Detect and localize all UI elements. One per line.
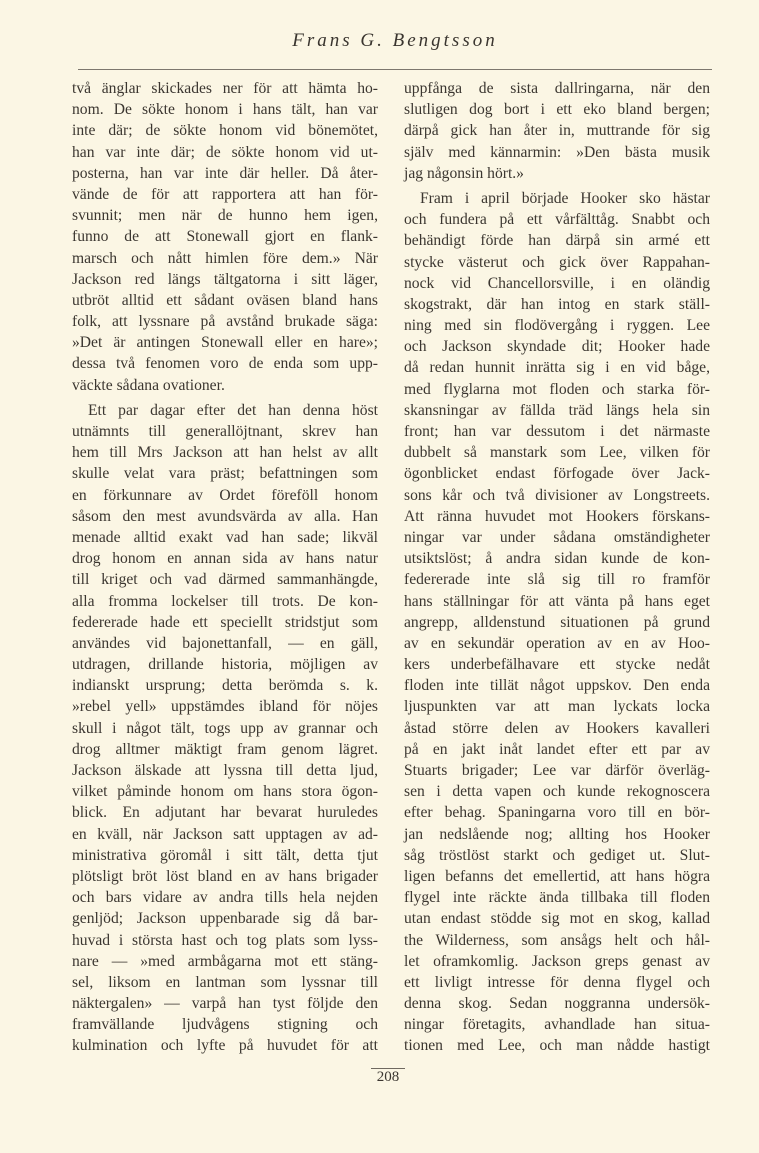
text-line: »rebel yell» uppstämdes ibland för nöjes [72,698,378,716]
text-line: ligen befanns det emellertid, att hans högra [404,867,710,885]
text-line: utdragen, drillande historia, möjligen av [72,656,378,674]
text-line: sel, liksom en lantman som lyssnar till [72,973,378,991]
text-line: såsom den mest avundsvärda av alla. Han [72,507,378,525]
text-line: Jackson red längs tältgatorna i sitt läger, [72,270,378,288]
text-line: dessa två fenomen voro de enda som upp- [72,355,378,373]
text-line: floden inte tillät något uppskov. Den enda [404,677,710,695]
text-line: en kväll, när Jackson satt upptagen av ad- [72,825,378,843]
text-line: efter behag. Spaningarna voro till en bör- [404,804,710,822]
text-line: kulmination och lyfte på huvudet för att [72,1037,378,1055]
text-column-right [404,78,710,1057]
text-line: utan endast stödde sig mot en skog, kallad [404,910,710,928]
text-line: och Jackson skyndade dit; Hooker hade [404,338,710,356]
text-line: flygel inte räckte ända tillbaka till floden [404,889,710,907]
text-line: sons kår och två divisioner av Longstreets. [404,486,710,504]
text-line: ning med sin flodövergång i ryggen. Lee [404,317,710,335]
paragraph [72,78,378,396]
text-line: kers underbefälhavare ett stycke nedåt [404,656,710,674]
text-line: vilket påminde honom om hans stora ögon- [72,783,378,801]
text-line: jan nedslående nog; allting hos Hooker [404,825,710,843]
text-line: angrepp, alldenstund situationen på grund [404,613,710,631]
text-line: let oframkomlig. Jackson greps genast av [404,952,710,970]
text-line: utsiktslöst; å andra sidan kunde de kon- [404,550,710,568]
text-line: jag någonsin hört.» [404,164,524,182]
text-line: nock vid Chancellorsville, i en oländig [404,274,710,292]
page-number: 208 [376,1069,400,1085]
text-line: ningar var under sådana omständigheter [404,528,710,546]
text-line: blick. En adjutant har bevarat huruledes [72,804,378,822]
text-line: Ett par dagar efter det han denna höst [88,401,378,419]
text-line: en förkunnare av Ordet föreföll honom [72,486,378,504]
header-rule [78,69,712,70]
text-line: Att ränna huvudet mot Hookers förskans- [404,507,710,525]
text-line: av en sekundär operation av en av Hoo- [404,634,710,652]
text-line: front; han var dessutom i det närmaste [404,423,710,440]
text-line: svunnit; men när de hunno hem igen, [72,207,378,225]
text-line: sen i detta vapen och kunde rekognoscera [404,783,710,801]
text-line: behändigt förde han därpå sin armé ett [404,232,710,250]
text-line: två änglar skickades ner för att hämta ho- [72,80,378,97]
text-line: utbröt alltid ett sådant oväsen bland hans [72,291,378,309]
text-line: nom. De sökte honom i hans tält, han var [72,101,378,119]
text-line: inte där; de sökte honom vid bönemötet, [72,122,378,140]
text-line: alla fromma lockelser till trots. De kon- [72,592,378,610]
text-line: skulle velat vara präst; befattningen som [72,465,378,483]
text-line: på en jakt inåt landet efter ett par av [404,740,710,758]
text-line: the Wilderness, som ansågs helt och hål- [404,931,710,949]
text-line: ningar företagits, avhandlade han situa- [404,1016,710,1034]
text-line: tionen med Lee, och man nådde hastigt [404,1037,710,1055]
text-line: näktergalen» — varpå han tyst följde den [72,995,378,1013]
text-line: huvad i största hast och tog plats som lyss- [72,931,378,949]
text-line: dubbelt så manstark som Lee, vilken för [404,444,710,462]
text-line: federerade hade ett speciellt stridstjut som [72,613,378,631]
text-line: skull i något tält, togs upp av grannar och [72,719,378,737]
text-line: med flyglarna mot floden och starka för- [404,380,710,398]
running-head-author: Frans G. Bengtsson [292,30,498,51]
text-line: han var inte där; de sökte honom vid ut- [72,143,378,161]
text-line: då redan hunnit inrätta sig i en vid båge, [404,359,710,377]
paragraph [72,400,378,1057]
text-line: ljuspunkten var att man lyckats locka [404,698,710,716]
text-line: uppfånga de sista dallringarna, när den [404,80,710,97]
text-line: skogstrakt, där han intog en stark ställ- [404,295,710,313]
text-line: ett livligt intresse för denna flygel och [404,973,710,991]
text-line: framvällande ljudvågens stigning och [72,1016,378,1034]
text-line: stycke västerut och gick över Rappahan- [404,253,710,271]
text-line: hans ställningar för att vänta på hans eget [404,592,710,610]
text-line: användes vid bajonettanfall, — en gäll, [72,634,378,652]
text-line: »Det är antingen Stonewall eller en hare»; [72,334,378,352]
text-line: nare — »med armbågarna mot ett stäng- [72,952,378,970]
text-line: Jackson älskade att lyssna till detta ljud, [72,762,378,779]
text-line: drog honom en annan sida av hans natur [72,550,378,568]
text-line: indianskt ursprung; detta berömda s. k. [72,677,378,695]
paragraph [404,78,710,184]
text-line: därpå gick han åter in, muttrande för sig [404,122,710,140]
text-line: marsch och nått himlen före dem.» När [72,249,378,267]
text-line: väckte sådana ovationer. [72,376,225,394]
text-column-left [72,78,378,1057]
text-line: posterna, han var inte där heller. Då åter- [72,164,378,182]
text-line: menade alltid exakt vad han sade; likväl [72,528,378,546]
text-line: denna skog. Sedan noggranna undersök- [404,995,710,1013]
text-line: såg tröstlöst starkt och gediget ut. Slut- [404,846,710,864]
text-line: skansningar av fällda träd längs hela sin [404,401,710,419]
text-line: genljöd; Jackson uppenbarade sig då bar- [72,910,378,928]
text-line: och bars vidare av andra tills hela nejden [72,889,378,907]
paragraph [404,188,710,1057]
text-line: hem till Mrs Jackson att han helst av allt [72,444,378,462]
text-line: själv med kännarmin: »Den bästa musik [404,143,710,161]
text-line: ministrativa göromål i sitt tält, detta tjut [72,846,378,864]
text-line: folk, att lyssnare på avstånd brukade säga: [72,313,378,331]
text-line: åstad större delen av Hookers kavalleri [404,719,710,737]
text-line: slutligen dog bort i ett eko bland bergen; [404,101,710,119]
text-line: plötsligt bröt löst bland en av hans brigader [72,867,378,885]
text-line: Fram i april började Hooker sko hästar [420,189,710,207]
text-line: ögonblicket endast förfogade över Jack- [404,465,710,483]
text-line: och fundera på ett vårfälttåg. Snabbt och [404,211,710,229]
text-line: funno de att Stonewall gjort en flank- [72,228,378,246]
text-line: utnämnts till generallöjtnant, skrev han [72,423,378,440]
text-line: drog alltmer mäktigt fram genom lägret. [72,740,378,758]
text-line: till kriget och vad därmed sammanhängde, [72,571,378,589]
text-line: Stuarts brigader; Lee var därför överläg- [404,762,710,779]
text-line: federerade inte slå sig till ro framför [404,571,710,589]
text-line: vände de för att rapportera att han för- [72,185,378,203]
